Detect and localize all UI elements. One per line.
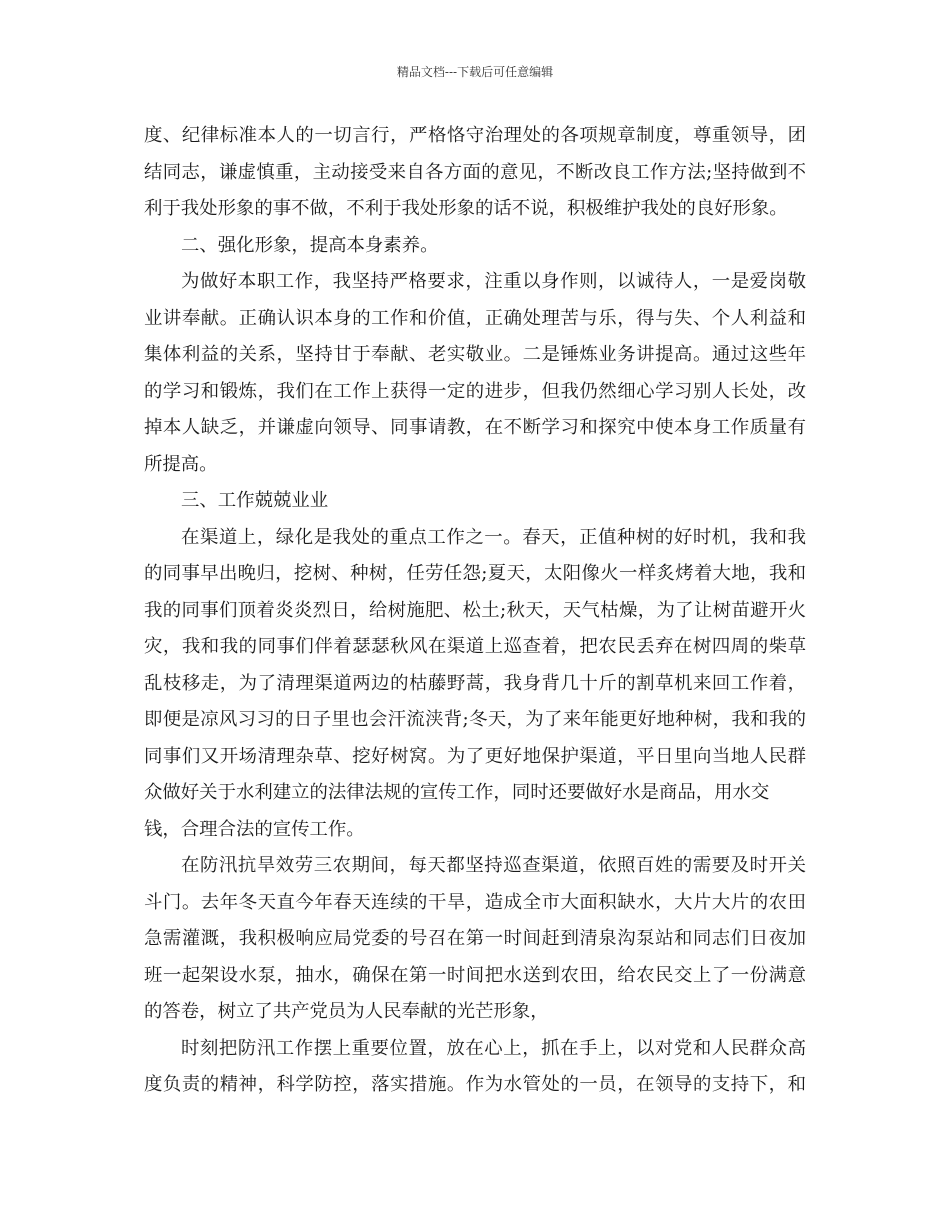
text-line: 在渠道上，绿化是我处的重点工作之一。春天，正值种树的好时机，我和我: [181, 526, 806, 548]
page-header: 精品文档---下载后可任意编辑: [396, 65, 554, 79]
text-line: 在防汛抗旱效劳三农期间，每天都坚持巡查渠道，依照百姓的需要及时开关: [181, 855, 806, 876]
text-line: 即便是凉风习习的日子里也会汗流浃背;冬天，为了来年能更好地种树，我和我的: [144, 709, 806, 730]
text-line: 的同事早出晚归，挖树、种树，任劳任怨;夏天，太阳像火一样炙烤着大地，我和: [144, 563, 806, 584]
text-line: 二、强化形象，提高本身素养。: [181, 234, 439, 256]
text-line: 钱，合理合法的宣传工作。: [144, 818, 365, 840]
text-line: 的答卷，树立了共产党员为人民奉献的光芒形象，: [144, 1001, 549, 1022]
text-line: 众做好关于水利建立的法律法规的宣传工作，同时还要做好水是商品，用水交: [144, 782, 770, 803]
text-line: 集体利益的关系，坚持甘于奉献、老实敬业。二是锤炼业务讲提高。通过这些年: [144, 344, 806, 365]
document-body: [144, 118, 806, 1104]
text-line: 灾，我和我的同事们伴着瑟瑟秋风在渠道上巡查着，把农民丢弃在树四周的柴草: [144, 636, 806, 657]
text-line: 我的同事们顶着炎炎烈日，给树施肥、松土;秋天，天气枯燥，为了让树苗避开火: [144, 599, 806, 621]
text-line: 三、工作兢兢业业: [181, 490, 329, 511]
text-line: 掉本人缺乏，并谦虚向领导、同事请教，在不断学习和探究中使本身工作质量有: [144, 417, 806, 438]
text-line: 度负责的精神，科学防控，落实措施。作为水管处的一员，在领导的支持下，和: [144, 1074, 806, 1095]
text-line: 为做好本职工作，我坚持严格要求，注重以身作则，以诚待人，一是爱岗敬: [181, 271, 806, 292]
text-line: 班一起架设水泵，抽水，确保在第一时间把水送到农田，给农民交上了一份满意: [144, 964, 806, 986]
text-line: 乱枝移走，为了清理渠道两边的枯藤野蒿，我身背几十斤的割草机来回工作着，: [144, 672, 806, 694]
text-line: 斗门。去年冬天直今年春天连续的干旱，造成全市大面积缺水，大片大片的农田: [144, 891, 806, 913]
text-line: 业讲奉献。正确认识本身的工作和价值，正确处理苦与乐，得与失、个人利益和: [144, 307, 806, 329]
text-line: 的学习和锻炼，我们在工作上获得一定的进步，但我仍然细心学习别人长处，改: [144, 380, 806, 402]
text-line: 急需灌溉，我积极响应局党委的号召在第一时间赶到清泉沟泵站和同志们日夜加: [144, 928, 806, 949]
text-line: 同事们又开场清理杂草、挖好树窝。为了更好地保护渠道，平日里向当地人民群: [144, 745, 806, 767]
text-line: 结同志，谦虚慎重，主动接受来自各方面的意见，不断改良工作方法;坚持做到不: [144, 161, 806, 183]
text-line: 度、纪律标准本人的一切言行，严格恪守治理处的各项规章制度，尊重领导，团: [144, 125, 806, 146]
text-line: 时刻把防汛工作摆上重要位置，放在心上，抓在手上，以对党和人民群众高: [181, 1037, 806, 1059]
text-line: 所提高。: [144, 453, 218, 475]
text-line: 利于我处形象的事不做，不利于我处形象的话不说，积极维护我处的良好形象。: [144, 198, 788, 219]
